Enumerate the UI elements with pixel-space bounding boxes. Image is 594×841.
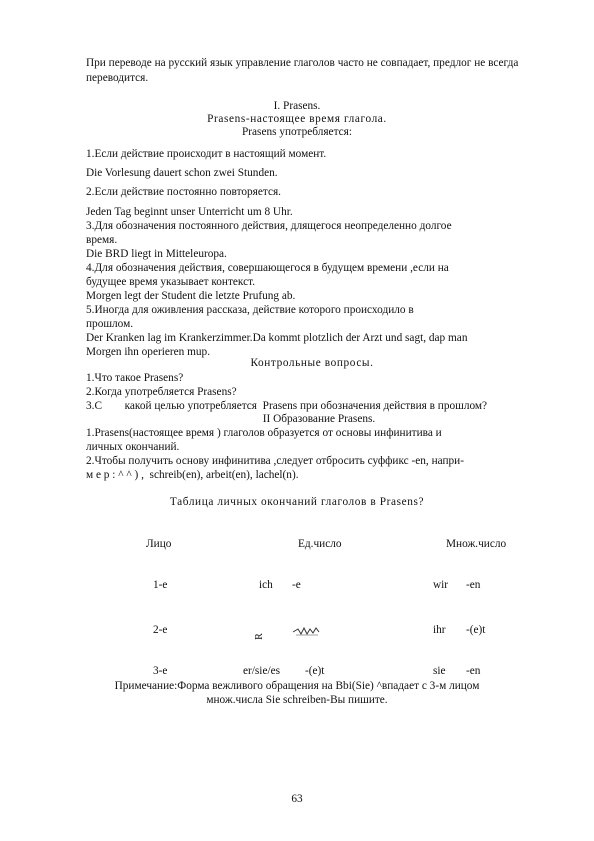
example-line: Morgen ihn operieren mup. (86, 346, 211, 358)
section2-heading: II Образование Prasens. (262, 413, 376, 425)
question-item: 2.Когда употребляется Prasens? (86, 386, 237, 398)
questions-title: Контрольные вопросы. (250, 357, 374, 369)
table-cell-sg-pronoun: ich (259, 579, 273, 591)
table-cell-sg-ending: -(e)t (305, 665, 325, 677)
table-cell-person: 2-е (153, 624, 168, 636)
note-line-1: Примечание:Форма вежливого обращения на Bbi(Sie) ^впадает с 3-м лицом (114, 680, 480, 692)
example-line: Morgen legt der Student die letzte Prufung ab. (86, 290, 296, 302)
question-item: 3.С какой целью употребляется Prasens при обозначения действия в прошлом? (86, 400, 488, 412)
use-line: 5.Иногда для оживления рассказа, действие которого происходило в (86, 304, 414, 316)
table-cell-person: 3-е (153, 665, 168, 677)
table-cell-sg-pronoun: er/sie/es (243, 665, 281, 677)
table-cell-sg-pronoun: R (253, 633, 265, 640)
use-line: время. (86, 234, 118, 246)
table-header-singular: Ед.число (298, 538, 342, 550)
use-line: 4.Для обозначения действия, совершающегося в будущем времени ,если на (86, 262, 449, 274)
formation-line: м е р : ^ ^ ) , schreib(en), arbeit(en), lachel(n). (86, 469, 299, 481)
table-cell-pl-pronoun: sie (433, 665, 446, 677)
table-cell-pl-pronoun: wir (433, 579, 449, 591)
example-line: Der Kranken lag im Krankerzimmer.Da kommt plotzlich der Arzt und sagt, dap man (86, 332, 468, 344)
table-header-plural: Множ.число (446, 538, 507, 550)
table-cell-pl-pronoun: ihr (433, 624, 446, 636)
question-item: 1.Что такое Prasens? (86, 372, 184, 384)
use-line: 1.Если действие происходит в настоящий момент. (86, 148, 327, 160)
table-cell-pl-ending: -en (466, 665, 481, 677)
formation-line: 2.Чтобы получить основу инфинитива ,следует отбросить суффикс -en, напри- (86, 455, 464, 467)
smudged-ending-mark (292, 626, 322, 638)
table-cell-pl-ending: -en (466, 579, 481, 591)
page-number: 63 (291, 793, 303, 805)
table-cell-pl-ending: -(e)t (466, 624, 486, 636)
example-line: Jeden Tag beginnt unser Unterricht um 8 Uhr. (86, 206, 293, 218)
example-line: Die Vorlesung dauert schon zwei Stunden. (86, 167, 278, 179)
formation-line: 1.Prasens(настоящее время ) глаголов образуется от основы инфинитива и (86, 427, 442, 439)
example-line: Die BRD liegt in Mitteleuropa. (86, 248, 227, 260)
usage-intro: Prasens употребляется: (241, 126, 352, 138)
use-line: будущее время указывает контекст. (86, 276, 256, 288)
note-line-2: множ.числа Sie schreiben-Вы пишите. (206, 694, 388, 706)
use-line: прошлом. (86, 318, 134, 330)
intro-line-1: При переводе на русский язык управление глаголов часто не совпадает, предлог не всегда (86, 57, 519, 69)
table-title: Таблица личных окончаний глаголов в Prasens? (169, 496, 425, 508)
intro-line-2: переводится. (86, 72, 149, 84)
table-cell-sg-ending: -e (292, 579, 301, 591)
table-cell-person: 1-е (153, 579, 168, 591)
section-heading: I. Prasens. (273, 100, 321, 112)
formation-line: личных окончаний. (86, 441, 180, 453)
section-subheading: Prasens-настоящее время глагола. (207, 113, 387, 125)
table-header-person: Лицо (146, 538, 172, 550)
use-line: 2.Если действие постоянно повторяется. (86, 186, 281, 198)
use-line: 3.Для обозначения постоянного действия, длящегося неопределенно долгое (86, 220, 452, 232)
